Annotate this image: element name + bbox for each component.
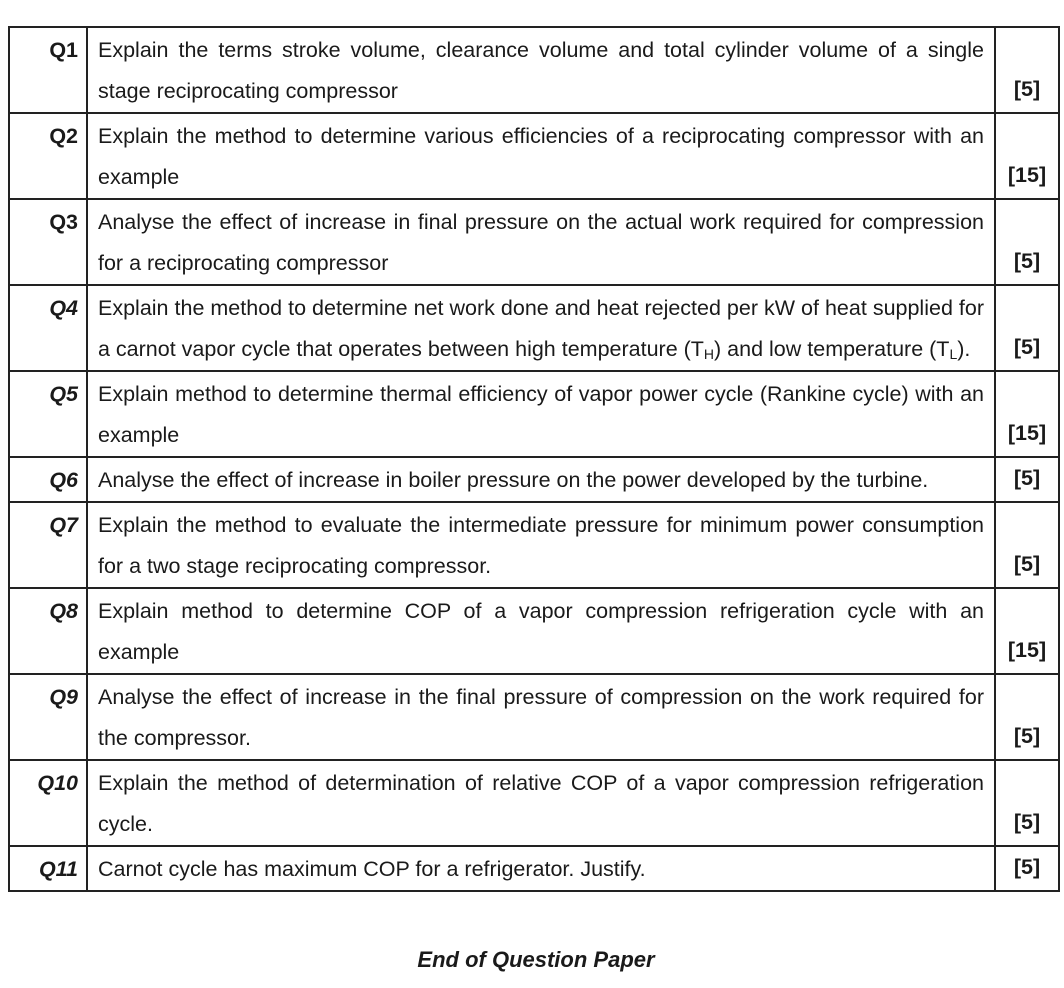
question-row-q5 <box>9 371 1059 457</box>
subscript-low: L <box>949 346 958 362</box>
question-number: Q8 <box>9 588 87 674</box>
question-text: Analyse the effect of increase in boiler pressure on the power developed by the turbine. <box>87 457 995 502</box>
question-text: Analyse the effect of increase in the final pressure of compression on the work required for the compressor. <box>87 674 995 760</box>
question-marks: [5] <box>995 457 1059 502</box>
question-number: Q10 <box>9 760 87 846</box>
question-text-part: ). <box>957 337 971 361</box>
question-table <box>8 26 1060 892</box>
question-row-q11 <box>9 846 1059 891</box>
question-marks: [5] <box>995 27 1059 113</box>
question-row-q10 <box>9 760 1059 846</box>
question-text: Analyse the effect of increase in final pressure on the actual work required for compression for a reciprocating compressor <box>87 199 995 285</box>
question-number: Q9 <box>9 674 87 760</box>
question-number: Q3 <box>9 199 87 285</box>
question-row-q9 <box>9 674 1059 760</box>
question-marks: [5] <box>995 760 1059 846</box>
question-number: Q1 <box>9 27 87 113</box>
question-number: Q5 <box>9 371 87 457</box>
question-text: Explain method to determine thermal efficiency of vapor power cycle (Rankine cycle) with an example <box>87 371 995 457</box>
question-row-q3 <box>9 199 1059 285</box>
question-marks: [5] <box>995 285 1059 371</box>
question-number: Q7 <box>9 502 87 588</box>
question-number: Q4 <box>9 285 87 371</box>
question-row-q1 <box>9 27 1059 113</box>
question-row-q6 <box>9 457 1059 502</box>
question-number: Q6 <box>9 457 87 502</box>
question-row-q2 <box>9 113 1059 199</box>
question-text-part: ) and low temperature (T <box>714 337 950 361</box>
question-row-q7 <box>9 502 1059 588</box>
question-text: Explain the method to determine various efficiencies of a reciprocating compressor with an example <box>87 113 995 199</box>
question-row-q8 <box>9 588 1059 674</box>
question-text: Explain the method to evaluate the intermediate pressure for minimum power consumption for a two stage reciprocating compressor. <box>87 502 995 588</box>
question-text <box>87 285 995 371</box>
question-number: Q11 <box>9 846 87 891</box>
question-number: Q2 <box>9 113 87 199</box>
question-marks: [15] <box>995 371 1059 457</box>
question-marks: [5] <box>995 846 1059 891</box>
question-marks: [5] <box>995 199 1059 285</box>
question-text: Explain the method of determination of relative COP of a vapor compression refrigeration cycle. <box>87 760 995 846</box>
question-row-q4 <box>9 285 1059 371</box>
question-marks: [15] <box>995 588 1059 674</box>
end-of-paper-label: End of Question Paper <box>417 947 655 972</box>
subscript-high: H <box>703 346 715 362</box>
question-text: Explain method to determine COP of a vapor compression refrigeration cycle with an example <box>87 588 995 674</box>
question-text-part: Explain the method to determine net work done and heat rejected per kW of heat supplied for a carnot vapor cycle that operates between high temperature (T <box>98 296 984 361</box>
question-text: Carnot cycle has maximum COP for a refrigerator. Justify. <box>87 846 995 891</box>
question-marks: [5] <box>995 502 1059 588</box>
question-marks: [5] <box>995 674 1059 760</box>
question-marks: [15] <box>995 113 1059 199</box>
question-text: Explain the terms stroke volume, clearance volume and total cylinder volume of a single stage reciprocating compressor <box>87 27 995 113</box>
